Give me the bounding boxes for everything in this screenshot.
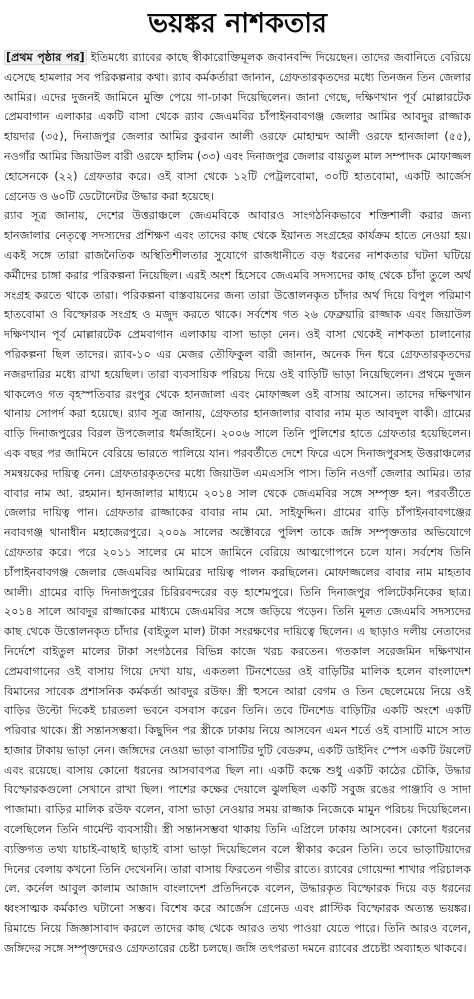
continued-from-front-page-tag: [প্রথম পৃষ্ঠার পর] <box>6 51 85 64</box>
paragraph-text: র‌্যাব সূত্র জানায়, দেশের উত্তরাঞ্চলে জেএমবিকে আবারও সাংগঠনিকভাবে শক্তিশালী করার জন্য হানজালার নেতৃত্বে সদস্যদের প্রশিক্ষণ এবং তাদের কাছ থেকে ইয়ানত সংগ্রহের কার্যক্রম হাতে নেওয়া হয়। একই সঙ্গে তারা রাজনৈতিক অস্থিতিশীলতার সুযোগে রাজধানীতে বড় ধরনের নাশকতার ঘটনা ঘটিয়ে কর্মীদের চাঙ্গা করার পরিকল্পনা নিয়েছিল। এরই অংশ হিসেবে জেএমবি সদস্যদের কাছ থেকে চাঁদা তুলে অর্থ সংগ্রহ করতে থাকে তারা। পরিকল্পনা বাস্তবায়নের জন্য তারা উত্তোলনকৃত চাঁদার অর্থ দিয়ে বিপুল পরিমাণ হাতবোমা ও বিস্ফোরক সংগ্রহ ও মজুদ করতে থাকে। সর্বশেষ গত ২৬ ফেব্রুয়ারি রাজ্জাক এবং জিয়াউল দক্ষিণখান পূর্ব মোল্লারটেক প্রেমবাগান এলাকায় বাসা ভাড়া নেন। ওই বাসা থেকেই নাশকতা চালানোর পরিকল্পনা ছিল তাদের। র‌্যাব-১০ এর মেজর তৌফিকুল বারী জানান, অনেক দিন ধরে গ্রেফতারকৃতদের নজরদারির মধ্যে রাখা হয়েছিল। তারা ব্যবসায়িক পরিচয় দিয়ে ওই বাড়িটি ভাড়া নিয়েছিলেন। প্রথমে দুজন থাকলেও গত বৃহস্পতিবার রংপুর থেকে হানজালা এবং মোফাজ্জল ওই বাসায় আসেন। তাদের দক্ষিণখান থানায় সোপর্দ করা হয়েছে। র‌্যাব সূত্র জানায়, গ্রেফতার হানজালার বাবার নাম মৃত আবদুল বাকী। গ্রামের বাড়ি দিনাজপুরের বিরল উপজেলার ধর্মজাইনে। ২০০৬ সালে তিনি পুলিশের হাতে গ্রেফতার হয়েছিলেন। এক বছর পর জামিনে বেরিয়ে ভারতে পালিয়ে যান। পরবর্তীতে দেশে ফিরে এসে দিনাজপুরসহ উত্তরাঞ্চলের সমন্বয়কের দায়িত্ব নেন। গ্রেফতারকৃতদের মধ্যে জিয়াউল এমএসসি পাস। তিনি নওগাঁ জেলার আমির। তার বাবার নাম আ. রহমান। হানজালার মাধ্যমে ২০১৪ সাল থেকে জেএমবির সঙ্গে সম্পৃক্ত হন। পরবর্তীতে জেলার দায়িত্ব পান। গ্রেফতার রাজ্জাকের বাবার নাম মো. সাইফুদ্দিন। গ্রামের বাড়ি চাঁপাইনবাবগঞ্জের নবাবগঞ্জ থানাধীন মহাজেরপুরে। ২০০৯ সালের অক্টোবরে পুলিশ তাকে জঙ্গি সম্পৃক্ততার অভিযোগে গ্রেফতার করে। পরে ২০১১ সালের মে মাসে জামিনে বেরিয়ে আত্মগোপনে চলে যান। সর্বশেষ তিনি চাঁপাইনবাবগঞ্জ জেলার জেএমবির আমিরের দায়িত্ব পালন করছিলেন। মোফাজ্জলের বাবার নাম মাহতাব আলী। গ্রামের বাড়ি দিনাজপুরের চিরিরবন্দরের বড় হাশেমপুরে। তিনি দিনাজপুর পলিটেকনিকের ছাত্র। ২০১৪ সালে আবদুর রাজ্জাকের মাধ্যমে জেএমবির সঙ্গে জড়িয়ে পড়েন। তিনি মূলত জেএমবি সদস্যদের কাছ থেকে উত্তোলনকৃত চাঁদার (বাইতুল মাল) টাকা সংরক্ষণের দায়িত্বে ছিলেন। এ ছাড়াও দলীয় নেতাদের নির্দেশে বাইতুল মালের টাকা সংগঠনের বিভিন্ন কাজে খরচ করতেন। গতকাল সরেজমিন দক্ষিণখান প্রেমবাগানের ওই বাসায় গিয়ে দেখা যায়, একতলা টিনশেডের ওই বাড়িটির মালিক হলেন বাংলাদেশ বিমানের সাবেক প্রশাসনিক কর্মকর্তা আবদুর রউফ। স্ত্রী হুসনে আরা বেগম ও তিন ছেলেমেয়ে নিয়ে ওই বাড়ির উল্টো দিকেই চারতলা ভবনে বসবাস করেন তিনি। তবে টিনশেড বাড়িটির একটি অংশে একটি পরিবার থাকে। স্ত্রী সন্তানসম্ভবা। কিছুদিন পর স্ত্রীকে ঢাকায় নিয়ে আসবেন এমন শর্তে ওই বাসাটি মাসে সাত হাজার টাকায় ভাড়া নেন। জঙ্গিদের নেওয়া ভাড়া বাসাটির দুটি বেডরুম, একটি ডাইনিং স্পেস একটি টয়লেট এবং রয়েছে। বাসায় কোনো ধরনের আসবাবপত্র ছিল না। একটি কক্ষে শুধু একটি কাঠের চৌকি, উদ্ধার বিস্ফোরকগুলো সেখানে রাখা ছিল। পাশের কক্ষের দেয়ালে ঝুলছিল একটি সবুজ রঙের পাঞ্জাবি ও সাদা পাজামা। বাড়ির মালিক রউফ বলেন, বাসা ভাড়া নেওয়ার সময় রাজ্জাক নিজেকে মামুন পরিচয় দিয়েছিলেন। বলেছিলেন তিনি গার্মেন্ট ব্যবসায়ী। স্ত্রী সন্তানসম্ভবা থাকায় তিনি এপ্রিলে ঢাকায় আসবেন। কোনো ধরনের ব্যক্তিগত তথ্য যাচাই-বাছাই ছাড়াই বাসা ভাড়া দিয়েছিলেন বলে স্বীকার করেন তিনি। তবে ভাড়াটিয়াদের দিনের বেলায় কখনো তিনি দেখেননি। তারা বাসায় ফিরতেন গভীর রাতে। র‌্যাবের গোয়েন্দা শাখার পরিচালক লে. কর্নেল আবুল কালাম আজাদ বাংলাদেশ প্রতিদিনকে বলেন, উদ্ধারকৃত বিস্ফোরক দিয়ে বড় ধরনের ধ্বংসাত্মক কর্মকাণ্ড ঘটানো সম্ভব। বিশেষ করে আর্জেস গ্রেনেড এবং প্লাস্টিক বিস্ফোরক অত্যন্ত ভয়ঙ্কর। রিমান্ডে নিয়ে জিজ্ঞাসাবাদ করলে তাদের কাছ থেকে আরও তথ্য পাওয়া যেতে পারে। তিনি আরও বলেন, জঙ্গিদের সঙ্গে সম্পৃক্তদেরও গ্রেফতারের চেষ্টা চলছে। <box>4 209 471 955</box>
article-paragraph <box>4 48 471 206</box>
headline: ভয়ঙ্কর নাশকতার <box>148 8 327 39</box>
paragraph-text: ইতিমধ্যে র‌্যাবের কাছে স্বীকারোক্তিমূলক জবানবন্দি দিয়েছেন। তাদের জবানিতে বেরিয়ে এসেছে হামলার সব পরিকল্পনার কথা। র‌্যাব কর্মকর্তারা জানান, গ্রেফতারকৃতদের মধ্যে তিনজন তিন জেলার আমির। এদের দুজনই জামিনে মুক্তি পেয়ে গা-ঢাকা দিয়েছিলেন। জানা গেছে, দক্ষিণখান পূর্ব মোল্লারটেক প্রেমবাগান এলাকার একটি বাসা থেকে র‌্যাব জেএমবির চাঁপাইনবাবগঞ্জ জেলার আমির আবদুর রাজ্জাক হায়দার (৩৫), দিনাজপুর জেলার আমির কুরবান আলী ওরফে মোহাম্মদ আলী ওরফে হানজালা (৫৫), নওগাঁর আমির জিয়াউল বারী ওরফে হালিম (৩৩) এবং দিনাজপুর জেলার বায়তুল মাল সম্পাদক মোফাজ্জল হোসেনকে (২২) গ্রেফতার করে। ওই বাসা থেকে ১২টি পেট্রলবোমা, ৩০টি হাতবোমা, একটি আর্জেস গ্রেনেড ও ৬০টি ডেটোনেটর উদ্ধার করা হয়েছে। <box>4 51 471 203</box>
closing-note: জঙ্গি তৎপরতা দমনে র‌্যাবের প্রচেষ্টা অব্যাহত থাকবে। <box>235 941 467 955</box>
article-paragraph <box>4 206 471 958</box>
article-body <box>4 48 471 994</box>
